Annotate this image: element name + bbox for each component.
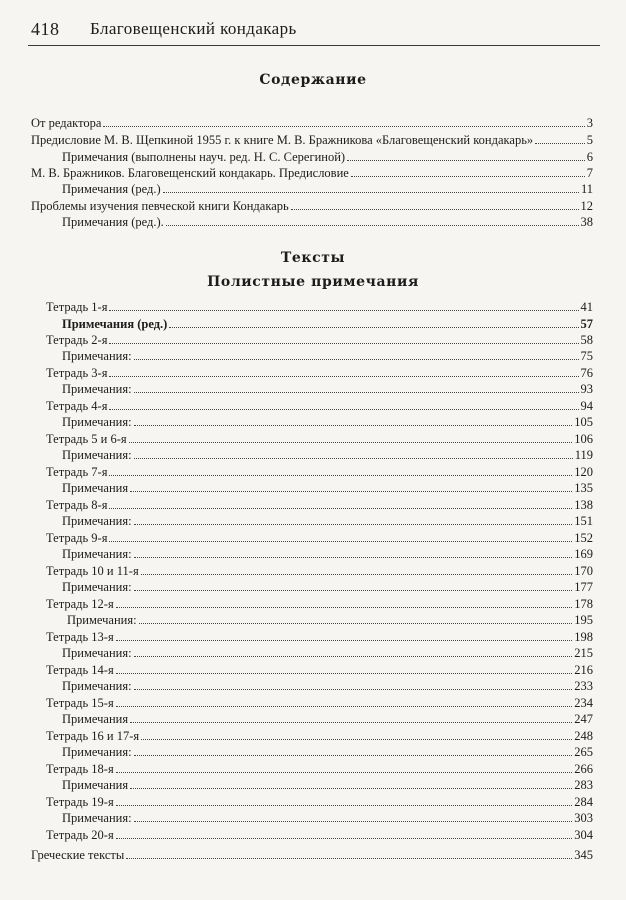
toc-entry-page: 198 bbox=[574, 630, 593, 644]
toc-entry-title: Тетрадь 13-я bbox=[46, 630, 114, 644]
toc-leader bbox=[109, 541, 572, 542]
toc-entry-title: Примечания (выполнены науч. ред. Н. С. Серегиной) bbox=[62, 150, 346, 164]
toc-leader bbox=[109, 343, 578, 344]
toc-entry-page: 234 bbox=[574, 696, 593, 710]
toc-entry-page: 58 bbox=[580, 333, 593, 347]
toc-entry-title: Проблемы изучения певческой книги Кондакарь bbox=[31, 199, 289, 213]
toc-entry-title: Примечания: bbox=[62, 514, 132, 528]
toc-entry-title: Примечания: bbox=[62, 580, 132, 594]
toc-entry bbox=[46, 331, 593, 347]
toc-entry-title: Тетрадь 4-я bbox=[46, 399, 108, 413]
contents-heading: Содержание bbox=[259, 72, 367, 88]
toc-leader bbox=[351, 176, 585, 177]
texts-heading: Тексты bbox=[280, 250, 346, 266]
toc-entry bbox=[31, 846, 593, 862]
toc-leader bbox=[109, 475, 572, 476]
toc-entry-title: Предисловие М. В. Щепкиной 1955 г. к книге М. В. Бражникова «Благовещенский кондакарь» bbox=[31, 133, 534, 147]
toc-entry-title: Примечания: bbox=[62, 382, 132, 396]
toc-entry-page: 6 bbox=[586, 150, 593, 164]
toc-entry bbox=[62, 512, 593, 528]
toc-entry-title: Примечания: bbox=[62, 349, 132, 363]
toc-entry-title: Примечания: bbox=[62, 745, 132, 759]
header-rule bbox=[28, 45, 600, 46]
toc-entry-page: 215 bbox=[574, 646, 593, 660]
toc-entry bbox=[46, 760, 593, 776]
toc-entry bbox=[62, 446, 593, 462]
toc-entry-page: 7 bbox=[586, 166, 593, 180]
toc-leader bbox=[163, 192, 579, 193]
toc-entry bbox=[62, 809, 593, 825]
toc-entry-title: Примечания: bbox=[67, 613, 137, 627]
toc-entry-page: 135 bbox=[574, 481, 593, 495]
toc-entry-page: 178 bbox=[574, 597, 593, 611]
toc-leader bbox=[103, 126, 584, 127]
toc-entry-page: 283 bbox=[574, 778, 593, 792]
toc-leader bbox=[134, 755, 573, 756]
toc-leader bbox=[139, 623, 573, 624]
toc-entry-page: 12 bbox=[580, 199, 593, 213]
toc-entry-page: 304 bbox=[574, 828, 593, 842]
toc-entry-page: 76 bbox=[580, 366, 593, 380]
toc-leader bbox=[169, 327, 578, 328]
toc-entry-title: От редактора bbox=[31, 116, 102, 130]
toc-entry bbox=[62, 180, 593, 196]
toc-entry bbox=[62, 545, 593, 561]
toc-entry-page: 216 bbox=[574, 663, 593, 677]
toc-entry-title: Тетрадь 16 и 17-я bbox=[46, 729, 140, 743]
toc-leader bbox=[109, 409, 578, 410]
toc-leader bbox=[134, 557, 573, 558]
toc-entry bbox=[31, 197, 593, 213]
toc-leader bbox=[116, 772, 573, 773]
toc-entry bbox=[62, 315, 593, 331]
toc-entry-title: Тетрадь 3-я bbox=[46, 366, 108, 380]
toc-entry-title: Тетрадь 5 и 6-я bbox=[46, 432, 127, 446]
toc-entry-title: Примечания (ред.) bbox=[62, 317, 168, 331]
toc-entry-title: Тетрадь 2-я bbox=[46, 333, 108, 347]
toc-entry bbox=[62, 413, 593, 429]
toc-leader bbox=[134, 458, 573, 459]
toc-entry-page: 5 bbox=[586, 133, 593, 147]
toc-leader bbox=[109, 310, 578, 311]
page-number: 418 bbox=[31, 19, 60, 39]
toc-entry-title: Тетрадь 15-я bbox=[46, 696, 114, 710]
toc-entry bbox=[31, 131, 593, 147]
toc-entry bbox=[62, 578, 593, 594]
toc-entry-page: 3 bbox=[586, 116, 593, 130]
toc-entry bbox=[46, 727, 593, 743]
toc-entry-title: Тетрадь 12-я bbox=[46, 597, 114, 611]
toc-entry-page: 93 bbox=[580, 382, 593, 396]
toc-entry-page: 195 bbox=[574, 613, 593, 627]
toc-entry-title: Тетрадь 14-я bbox=[46, 663, 114, 677]
toc-entry-title: Греческие тексты bbox=[31, 848, 125, 862]
toc-entry-page: 152 bbox=[574, 531, 593, 545]
toc-entry-page: 345 bbox=[574, 848, 593, 862]
toc-entry bbox=[62, 347, 593, 363]
notes-heading: Полистные примечания bbox=[207, 274, 419, 290]
toc-entry-page: 38 bbox=[580, 215, 593, 229]
toc-leader bbox=[109, 508, 572, 509]
toc-entry-title: Тетрадь 18-я bbox=[46, 762, 114, 776]
toc-leader bbox=[134, 425, 573, 426]
toc-entry-page: 41 bbox=[580, 300, 593, 314]
page-header bbox=[0, 0, 626, 44]
toc-entry-page: 177 bbox=[574, 580, 593, 594]
toc-entry-title: Тетрадь 7-я bbox=[46, 465, 108, 479]
toc-entry bbox=[46, 661, 593, 677]
toc-leader bbox=[116, 838, 573, 839]
toc-entry bbox=[46, 298, 593, 314]
toc-entry bbox=[62, 677, 593, 693]
toc-entry-page: 57 bbox=[580, 317, 593, 331]
toc-leader bbox=[109, 376, 578, 377]
toc-entry-title: Примечания (ред.) bbox=[62, 182, 161, 196]
toc-entry bbox=[46, 463, 593, 479]
toc-entry-title: Примечания: bbox=[62, 547, 132, 561]
toc-leader bbox=[134, 392, 579, 393]
toc-entry-page: 247 bbox=[574, 712, 593, 726]
toc-leader bbox=[166, 225, 579, 226]
toc-entry-page: 266 bbox=[574, 762, 593, 776]
toc-entry bbox=[46, 364, 593, 380]
toc-leader bbox=[116, 640, 573, 641]
toc-leader bbox=[134, 524, 573, 525]
toc-entry bbox=[46, 826, 593, 842]
toc-entry-page: 105 bbox=[574, 415, 593, 429]
toc-entry-page: 106 bbox=[574, 432, 593, 446]
toc-leader bbox=[130, 722, 572, 723]
toc-leader bbox=[291, 209, 579, 210]
toc-entry bbox=[46, 496, 593, 512]
toc-leader bbox=[129, 442, 573, 443]
toc-entry-title: Примечания bbox=[62, 481, 129, 495]
toc-leader bbox=[134, 590, 573, 591]
toc-leader bbox=[116, 607, 573, 608]
toc-entry-page: 265 bbox=[574, 745, 593, 759]
toc-leader bbox=[134, 689, 573, 690]
toc-entry-title: Примечания: bbox=[62, 646, 132, 660]
toc-leader bbox=[134, 821, 573, 822]
toc-entry-page: 11 bbox=[580, 182, 593, 196]
toc-leader bbox=[134, 656, 573, 657]
toc-entry bbox=[46, 628, 593, 644]
toc-entry-title: Примечания: bbox=[62, 415, 132, 429]
toc-entry-page: 119 bbox=[574, 448, 593, 462]
toc-entry bbox=[62, 380, 593, 396]
toc-entry-page: 75 bbox=[580, 349, 593, 363]
toc-entry bbox=[62, 743, 593, 759]
toc-entry-page: 170 bbox=[574, 564, 593, 578]
toc-entry-page: 151 bbox=[574, 514, 593, 528]
toc-entry-page: 169 bbox=[574, 547, 593, 561]
toc-entry-page: 248 bbox=[574, 729, 593, 743]
toc-entry-title: Примечания (ред.). bbox=[62, 215, 164, 229]
toc-entry-title: Примечания: bbox=[62, 679, 132, 693]
toc-entry bbox=[46, 397, 593, 413]
toc-entry-page: 284 bbox=[574, 795, 593, 809]
toc-entry bbox=[62, 776, 593, 792]
toc-leader bbox=[116, 706, 573, 707]
toc-leader bbox=[141, 574, 573, 575]
toc-leader bbox=[130, 491, 572, 492]
toc-entry-page: 94 bbox=[580, 399, 593, 413]
toc-entry-page: 233 bbox=[574, 679, 593, 693]
toc-leader bbox=[347, 160, 585, 161]
toc-entry-title: Тетрадь 19-я bbox=[46, 795, 114, 809]
toc-entry bbox=[31, 164, 593, 180]
toc-entry bbox=[46, 793, 593, 809]
toc-entry-title: Тетрадь 1-я bbox=[46, 300, 108, 314]
toc-entry-title: Примечания bbox=[62, 778, 129, 792]
toc-entry-title: Примечания bbox=[62, 712, 129, 726]
toc-entry bbox=[46, 694, 593, 710]
toc-leader bbox=[535, 143, 585, 144]
toc-entry-title: Тетрадь 10 и 11-я bbox=[46, 564, 139, 578]
toc-entry bbox=[62, 213, 593, 229]
toc-entry bbox=[62, 479, 593, 495]
toc-entry-title: Тетрадь 20-я bbox=[46, 828, 114, 842]
toc-entry-page: 138 bbox=[574, 498, 593, 512]
toc-leader bbox=[116, 805, 573, 806]
toc-entry bbox=[62, 148, 593, 164]
running-title: Благовещенский кондакарь bbox=[90, 19, 297, 38]
toc-entry bbox=[62, 644, 593, 660]
toc-entry bbox=[31, 114, 593, 130]
toc-entry-page: 303 bbox=[574, 811, 593, 825]
toc-leader bbox=[126, 858, 572, 859]
toc-entry bbox=[67, 611, 593, 627]
toc-entry-title: Примечания: bbox=[62, 811, 132, 825]
toc-entry-title: М. В. Бражников. Благовещенский кондакарь. Предисловие bbox=[31, 166, 349, 180]
toc-leader bbox=[141, 739, 572, 740]
toc-entry-title: Тетрадь 9-я bbox=[46, 531, 108, 545]
toc-entry bbox=[46, 430, 593, 446]
toc-entry bbox=[46, 529, 593, 545]
toc-leader bbox=[116, 673, 573, 674]
toc-entry bbox=[62, 710, 593, 726]
toc-leader bbox=[130, 788, 572, 789]
toc-entry bbox=[46, 595, 593, 611]
toc-entry-page: 120 bbox=[574, 465, 593, 479]
toc-entry-title: Тетрадь 8-я bbox=[46, 498, 108, 512]
toc-leader bbox=[134, 359, 579, 360]
toc-entry-title: Примечания: bbox=[62, 448, 132, 462]
toc-entry bbox=[46, 562, 593, 578]
